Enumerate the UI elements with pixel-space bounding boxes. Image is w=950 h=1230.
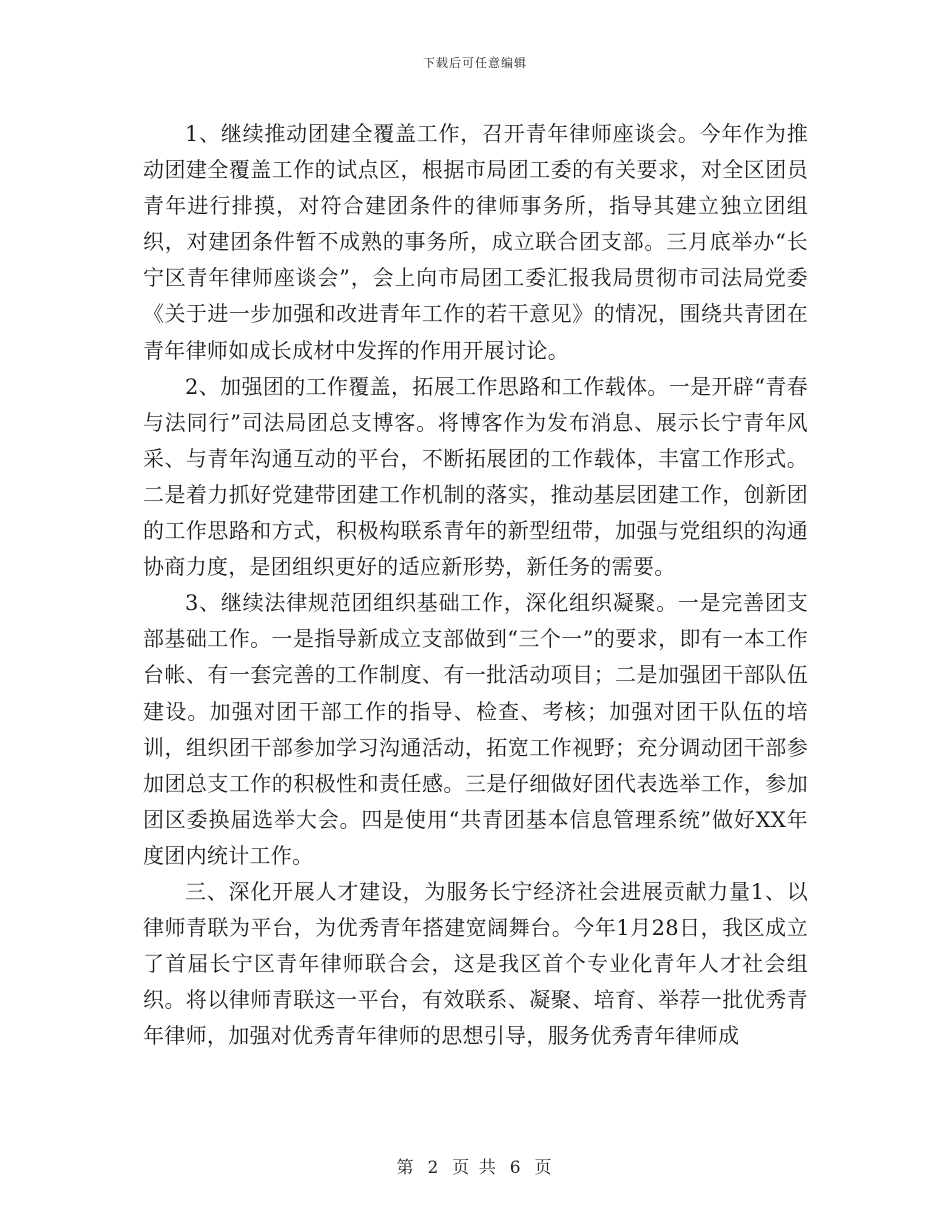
footer-suffix: 页 (534, 1158, 554, 1178)
document-body (143, 116, 808, 1054)
page-header-note: 下载后可任意编辑 (422, 56, 527, 70)
paragraph-4: 三、深化开展人才建设，为服务长宁经济社会进展贡献力量1、以律师青联为平台，为优秀青年搭建宽阔舞台。今年1月28日，我区成立了首届长宁区青年律师联合会，这是我区首个专业化青年人才社会组织。将以律师青联这一平台，有效联系、凝聚、培育、举荐一批优秀青年律师，加强对优秀青年律师的思想引导，服务优秀青年律师成 (143, 879, 808, 1049)
current-page-number: 2 (427, 1158, 441, 1178)
footer-middle: 页 共 (452, 1158, 498, 1178)
paragraph-2: 2、加强团的工作覆盖，拓展工作思路和工作载体。一是开辟“青春与法同行”司法局团总支博客。将博客作为发布消息、展示长宁青年风采、与青年沟通互动的平台，不断拓展团的工作载体，丰富工作形式。二是着力抓好党建带团建工作机制的落实，推动基层团建工作，创新团的工作思路和方式，积极构联系青年的新型纽带，加强与党组织的沟通协商力度，是团组织更好的适应新形势，新任务的需要。 (143, 374, 808, 580)
paragraph-3: 3、继续法律规范团组织基础工作，深化组织凝聚。一是完善团支部基础工作。一是指导新成立支部做到“三个一”的要求，即有一本工作台帐、有一套完善的工作制度、有一批活动项目；二是加强团干部队伍建设。加强对团干部工作的指导、检查、考核；加强对团干队伍的培训，组织团干部参加学习沟通活动，拓宽工作视野；充分调动团干部参加团总支工作的积极性和责任感。三是仔细做好团代表选举工作，参加团区委换届选举大会。四是使用“共青团基本信息管理系统”做好XX年度团内统计工作。 (143, 591, 808, 868)
paragraph-1: 1、继续推动团建全覆盖工作，召开青年律师座谈会。今年作为推动团建全覆盖工作的试点区，根据市局团工委的有关要求，对全区团员青年进行排摸，对符合建团条件的律师事务所，指导其建立独立团组织，对建团条件暂不成熟的事务所，成立联合团支部。三月底举办“长宁区青年律师座谈会”，会上向市局团工委汇报我局贯彻市司法局党委《关于进一步加强和改进青年工作的若干意见》的情况，围绕共青团在青年律师如成长成材中发挥的作用开展讨论。 (143, 122, 808, 363)
page-footer (0, 1153, 950, 1178)
total-pages-number: 6 (509, 1158, 523, 1178)
footer-prefix: 第 (396, 1158, 416, 1178)
